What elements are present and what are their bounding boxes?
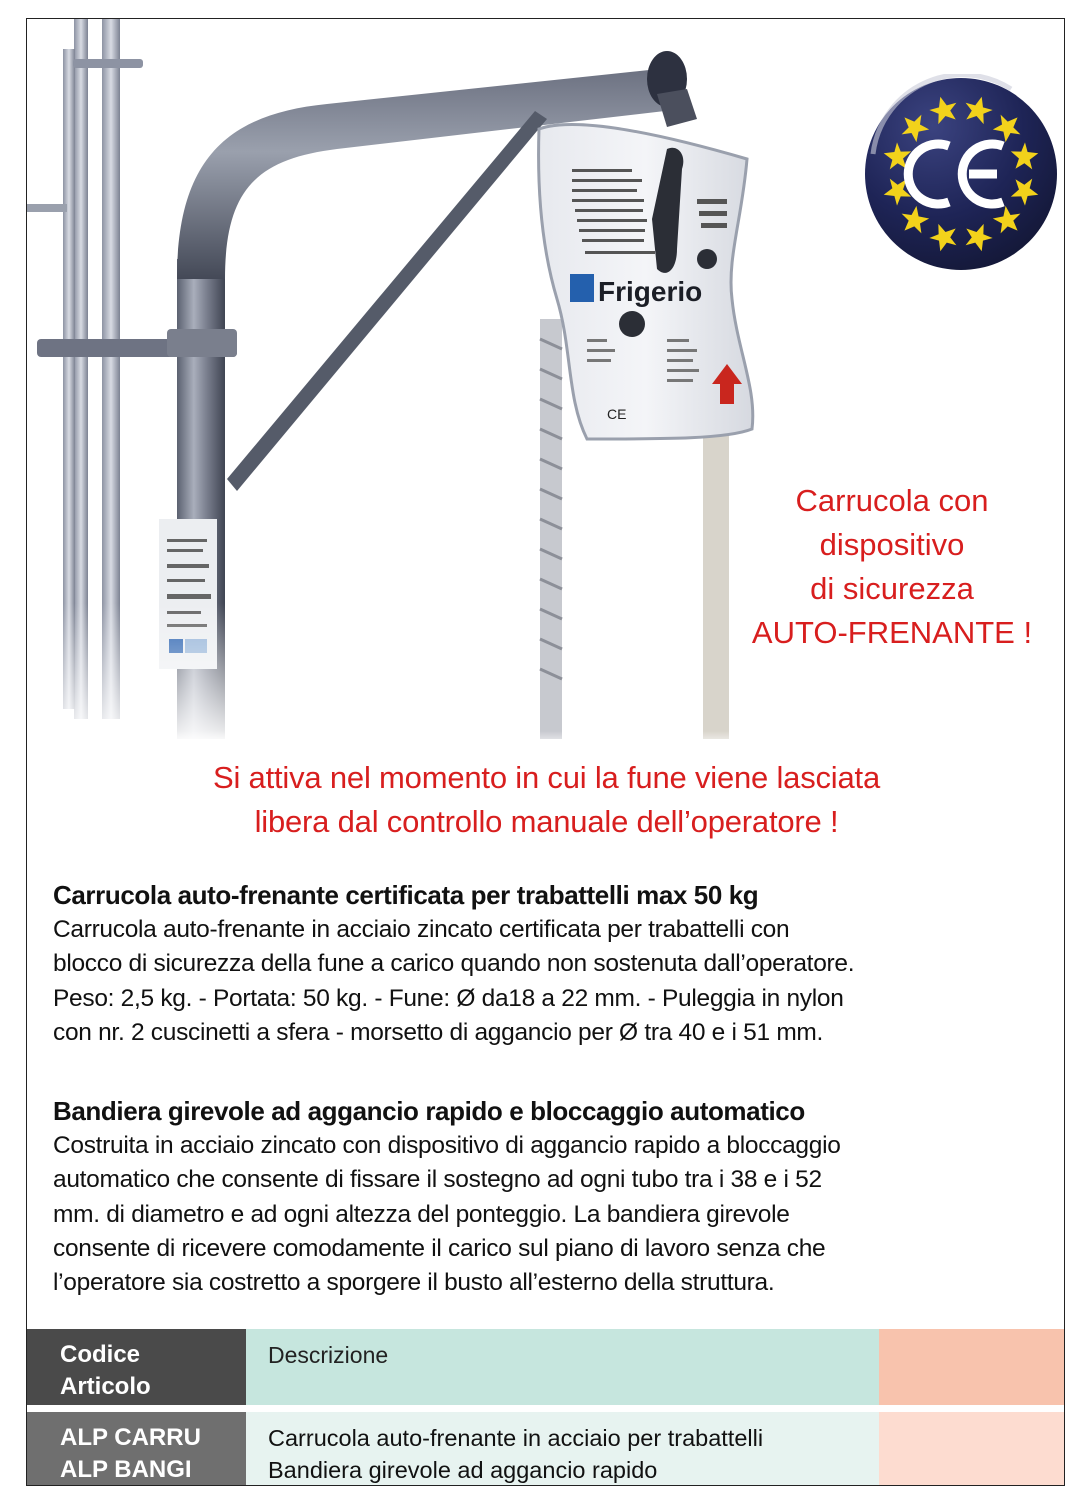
- table-row: [27, 1412, 1065, 1486]
- article-code: ALP CARRU: [60, 1424, 201, 1451]
- section-line: con nr. 2 cuscinetti a sfera - morsetto di aggancio per Ø tra 40 e i 51 mm.: [53, 1018, 824, 1046]
- callout-line: di sicurezza: [810, 571, 974, 606]
- section-title: Bandiera girevole ad aggancio rapido e bloccaggio automatico: [53, 1096, 805, 1126]
- section-line: consente di ricevere comodamente il carico sul piano di lavoro senza che: [53, 1234, 826, 1262]
- header-code-line: Codice: [60, 1341, 141, 1368]
- callout-line: dispositivo: [819, 527, 965, 562]
- brand-label: Frigerio: [598, 276, 703, 307]
- table-divider: [27, 1405, 1065, 1412]
- section-line: automatico che consente di fissare il sostegno ad ogni tubo tra i 38 e i 52: [53, 1166, 822, 1194]
- section-line: l’operatore sia costretto a sporgere il busto all’esterno della struttura.: [53, 1269, 775, 1297]
- section-line: blocco di sicurezza della fune a carico quando non sostenuta dall’operatore.: [53, 950, 855, 978]
- header-price: [879, 1329, 1065, 1405]
- ce-certification-badge: [861, 74, 1061, 274]
- activation-note: [27, 756, 1065, 844]
- auto-brake-callout: [727, 479, 1057, 655]
- note-line: libera dal controllo manuale dell’operatore !: [254, 804, 839, 839]
- section-line: mm. di diametro e ad ogni altezza del ponteggio. La bandiera girevole: [53, 1200, 790, 1228]
- article-codes: [27, 1412, 246, 1486]
- header-code: [27, 1329, 246, 1405]
- section-line: Costruita in acciaio zincato con dispositivo di aggancio rapido a bloccaggio: [53, 1132, 841, 1159]
- article-descriptions: [246, 1412, 879, 1486]
- article-code: ALP BANGI: [60, 1456, 192, 1483]
- note-line: Si attiva nel momento in cui la fune viene lasciata: [212, 760, 880, 795]
- swivel-arm-section: [53, 1093, 1053, 1300]
- svg-text:CE: CE: [607, 406, 627, 422]
- article-code-table: [27, 1329, 1065, 1486]
- article-description: Bandiera girevole ad aggancio rapido: [268, 1457, 658, 1483]
- callout-line: AUTO-FRENANTE !: [751, 615, 1033, 650]
- pulley-section: [53, 877, 1053, 1050]
- table-header-row: [27, 1329, 1065, 1405]
- callout-line: Carrucola con: [795, 483, 989, 518]
- product-sheet: [26, 18, 1065, 1486]
- article-description: Carrucola auto-frenante in acciaio per trabattelli: [268, 1425, 764, 1451]
- article-prices: [879, 1412, 1065, 1486]
- section-line: Peso: 2,5 kg. - Portata: 50 kg. - Fune: Ø da18 a 22 mm. - Puleggia in nylon: [53, 984, 844, 1012]
- header-description: Descrizione: [246, 1329, 879, 1405]
- section-title: Carrucola auto-frenante certificata per trabattelli max 50 kg: [53, 880, 759, 910]
- header-code-line: Articolo: [60, 1373, 151, 1400]
- section-line: Carrucola auto-frenante in acciaio zincato certificata per trabattelli con: [53, 916, 790, 943]
